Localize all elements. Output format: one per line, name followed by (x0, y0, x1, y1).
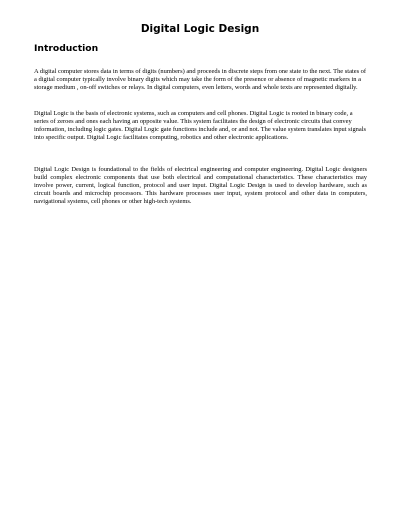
section-heading-introduction: Introduction (34, 43, 99, 54)
document-title: Digital Logic Design (140, 23, 260, 35)
paragraph-digital-logic: Digital Logic is the basis of electronic systems, such as computers and cell phones. Digital Logic is rooted in binary code, a series of zeroes and ones each having an opposite value. This system facilitates the design of electronic circuits that convey information, including logic gates. Digital Logic gate functions include and, or and not. The value system translates input signals into specific output. Digital Logic facilitates computing, robotics and other electronic applications. (34, 110, 367, 141)
paragraph-digital-computer: A digital computer stores data in terms of digits (numbers) and proceeds in discrete steps from one state to the next. The states of a digital computer typically involve binary digits which may take the form of the presence or absence of magnetic markers in a storage medium , on-off switches or relays. In digital computers, even letters, words and whole texts are represented digitally. (34, 68, 367, 91)
paragraph-digital-logic-design: Digital Logic Design is foundational to the fields of electrical engineering and computer engineering. Digital Logic designers build complex electronic components that use both electrical and computational characteristics. These characteristics may involve power, current, logical function, protocol and user input. Digital Logic Design is used to develop hardware, such as circuit boards and microchip processors. This hardware processes user input, system protocol and other data in computers, navigational systems, cell phones or other high-tech systems. (34, 166, 367, 205)
